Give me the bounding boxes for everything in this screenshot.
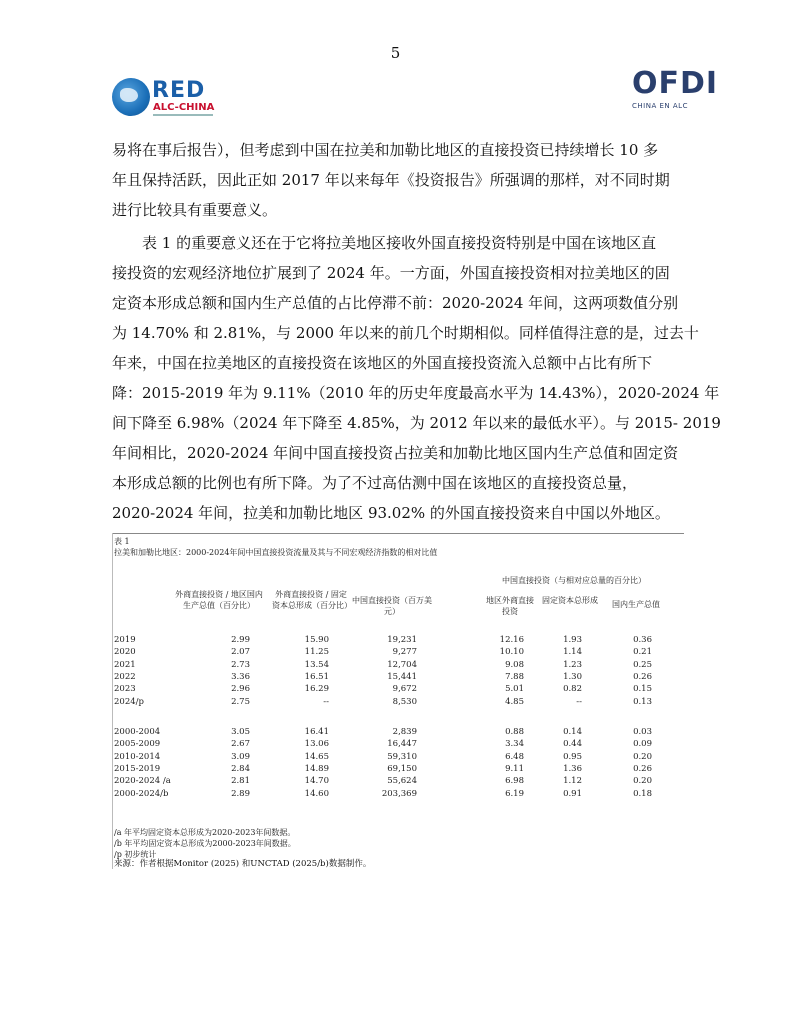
paragraph-line: 表 1 的重要意义还在于它将拉美地区接收外国直接投资特别是中国在该地区直	[142, 234, 657, 252]
table-cell: 14.89	[304, 763, 329, 774]
table-cell: 15,441	[387, 671, 417, 682]
table-cell: 2020-2024 /a	[114, 776, 171, 787]
table-cell: 2.84	[231, 763, 250, 774]
table-cell: 2.99	[231, 635, 250, 645]
table-cell: 3.34	[505, 739, 524, 750]
table-cell: 0.25	[633, 659, 652, 670]
table-cell: 14.65	[304, 751, 329, 762]
table-cell: 2005-2009	[114, 739, 161, 750]
table-cell: 9.08	[505, 659, 524, 670]
table-cell: 12,704	[387, 659, 417, 670]
table-cell: 2015-2019	[114, 763, 161, 774]
col-header-fdi-gfcf: 外商直接投资 / 固定资本总形成（百分比）	[272, 590, 352, 610]
group-header: 中国直接投资（与相对应总量的百分比）	[502, 576, 646, 585]
table-cell: 0.36	[633, 635, 652, 645]
table-note: /b 年平均固定资本总形成为2000-2023年间数据。	[114, 839, 296, 848]
table-cell: 2022	[114, 671, 136, 682]
table-note: /p 初步统计	[114, 850, 157, 859]
logo-red-sub: ALC-CHINA	[153, 102, 215, 113]
table-cell: 0.20	[633, 776, 652, 787]
table-cell: 16.41	[304, 727, 329, 737]
table-cell: 2023	[114, 684, 136, 695]
paragraph-1	[112, 135, 684, 225]
table-cell: 13.06	[304, 739, 329, 750]
col-header-gfcf: 固定资本总形成	[542, 596, 598, 605]
table-cell: 1.30	[563, 671, 582, 682]
table-cell: 0.03	[633, 727, 652, 737]
table-cell: 0.14	[563, 727, 582, 737]
table-cell: 2.89	[231, 788, 250, 799]
table-cell: 6.19	[505, 788, 524, 799]
paragraph-line: 年且保持活跃，因此正如 2017 年以来每年《投资报告》所强调的那样，对不同时期	[112, 171, 670, 189]
col-header-regional-fdi: 地区外商直接投资	[486, 596, 534, 616]
table-cell: 1.23	[563, 659, 582, 670]
table-cell: 16,447	[387, 739, 417, 750]
paragraph-line: 接投资的宏观经济地位扩展到了 2024 年。一方面，外国直接投资相对拉美地区的固	[112, 264, 670, 282]
table-cell: 0.26	[633, 671, 652, 682]
table-row	[112, 764, 684, 776]
paragraph-line: 定资本形成总额和国内生产总值的占比停滞不前：2020-2024 年间，这两项数值分别	[112, 294, 679, 312]
table-cell: 2.73	[231, 659, 250, 670]
table-cell: 2000-2024/b	[114, 788, 169, 799]
table-cell: 0.09	[633, 739, 652, 750]
paragraph-line: 易将在事后报告），但考虑到中国在拉美和加勒比地区的直接投资已持续增长 10 多	[112, 141, 659, 159]
page-number: 5	[390, 44, 401, 62]
table-caption: 拉美和加勒比地区：2000-2024年间中国直接投资流量及其与不同宏观经济指数的相对比值	[114, 548, 438, 557]
table-cell: 6.98	[505, 776, 524, 787]
globe-icon	[112, 78, 150, 116]
paragraph-line: 年间相比，2020-2024 年间中国直接投资占拉美和加勒比地区国内生产总值和固定资	[112, 444, 679, 462]
col-header-china-fdi: 中国直接投资（百万美元）	[352, 596, 432, 616]
table-cell: --	[576, 696, 582, 707]
table-cell: 203,369	[381, 788, 417, 799]
table-row	[112, 647, 684, 659]
table-cell: 0.82	[563, 684, 582, 695]
table-cell: 7.88	[505, 671, 524, 682]
table-row	[112, 739, 684, 751]
table-cell: 2000-2004	[114, 727, 161, 737]
table-row	[112, 635, 684, 647]
table-cell: 4.85	[505, 696, 524, 707]
table-cell: 2,839	[392, 727, 417, 737]
table-row	[112, 672, 684, 684]
table-cell: 3.09	[231, 751, 250, 762]
table-row	[112, 789, 684, 801]
table-cell: 2.67	[231, 739, 250, 750]
table-row	[112, 660, 684, 672]
table-row	[112, 776, 684, 788]
table-cell: 5.01	[505, 684, 524, 695]
table-row	[112, 697, 684, 709]
table-cell: 2021	[114, 659, 136, 670]
paragraph-line: 2020-2024 年间，拉美和加勒比地区 93.02% 的外国直接投资来自中国以外地区。	[112, 504, 670, 522]
table-cell: 0.91	[563, 788, 582, 799]
table-cell: 14.60	[304, 788, 329, 799]
table-cell: 16.51	[304, 671, 329, 682]
paragraph-line: 为 14.70% 和 2.81%，与 2000 年以来的前几个时期相似。同样值得注意的是，过去十	[112, 324, 699, 342]
table-row	[112, 727, 684, 739]
table-cell: 2.96	[231, 684, 250, 695]
table-cell: 10.10	[499, 647, 524, 658]
table-cell: 2019	[114, 635, 136, 645]
table-cell: 0.15	[633, 684, 652, 695]
table-cell: 14.70	[304, 776, 329, 787]
table-cell: 9.11	[505, 763, 524, 774]
table-cell: 8,530	[392, 696, 417, 707]
table-cell: 1.93	[563, 635, 582, 645]
col-header-fdi-gdp: 外商直接投资 / 地区国内生产总值（百分比）	[175, 590, 263, 610]
logo-red-word: RED	[152, 78, 206, 103]
table-note: /a 年平均固定资本总形成为2020-2023年间数据。	[114, 828, 296, 837]
table-cell: 0.18	[633, 788, 652, 799]
table-label: 表 1	[114, 537, 130, 546]
table-cell: 1.14	[563, 647, 582, 658]
table-cell: 3.05	[231, 727, 250, 737]
paragraph-line: 进行比较具有重要意义。	[112, 201, 278, 219]
table-cell: 2024/p	[114, 696, 144, 707]
table-cell: 19,231	[387, 635, 417, 645]
red-alc-china-logo	[112, 78, 222, 120]
table-cell: 13.54	[304, 659, 329, 670]
table-cell: 0.26	[633, 763, 652, 774]
table-cell: 1.36	[563, 763, 582, 774]
table-cell: 59,310	[387, 751, 417, 762]
paragraph-2	[112, 228, 721, 528]
table-cell: 9,277	[392, 647, 417, 658]
paragraph-line: 本形成总额的比例也有所下降。为了不过高估测中国在该地区的直接投资总量，	[112, 474, 638, 492]
table-cell: 11.25	[304, 647, 329, 658]
table-source: 来源：作者根据Monitor (2025) 和UNCTAD (2025/b)数据制作。	[114, 859, 372, 869]
table-cell: 9,672	[392, 684, 417, 695]
table-cell: 2.81	[231, 776, 250, 787]
table-cell: 0.95	[563, 751, 582, 762]
table-cell: 3.36	[231, 671, 250, 682]
table-cell: 2.75	[231, 696, 250, 707]
table-cell: 0.88	[505, 727, 524, 737]
table-cell: 15.90	[304, 635, 329, 645]
paragraph-line: 降：2015-2019 年为 9.11%（2010 年的历史年度最高水平为 14.43%），2020-2024 年	[112, 384, 720, 402]
table-cell: 2020	[114, 647, 136, 658]
paragraph-line: 年来，中国在拉美地区的直接投资在该地区的外国直接投资流入总额中占比有所下	[112, 354, 653, 372]
logo-ofdi-sub: CHINA EN ALC	[632, 102, 688, 110]
table-cell: 69,150	[387, 763, 417, 774]
table-cell: 0.44	[563, 739, 582, 750]
table-cell: 1.12	[563, 776, 582, 787]
table-cell: 16.29	[304, 684, 329, 695]
table-cell: 55,624	[387, 776, 417, 787]
col-header-gdp: 国内生产总值	[612, 600, 660, 609]
table-cell: 2010-2014	[114, 751, 161, 762]
logo-ofdi-word: OFDI	[632, 66, 719, 101]
table-cell: 0.13	[633, 696, 652, 707]
paragraph-line: 间下降至 6.98%（2024 年下降至 4.85%，为 2012 年以来的最低水平）。与 2015- 2019	[112, 414, 721, 432]
table-cell: 6.48	[505, 751, 524, 762]
table-row	[112, 752, 684, 764]
data-table	[112, 533, 684, 869]
table-cell: 12.16	[499, 635, 524, 645]
ofdi-logo	[632, 66, 719, 120]
table-cell: 2.07	[231, 647, 250, 658]
table-row	[112, 684, 684, 696]
table-cell: 0.20	[633, 751, 652, 762]
table-cell: --	[323, 696, 329, 707]
table-cell: 0.21	[633, 647, 652, 658]
